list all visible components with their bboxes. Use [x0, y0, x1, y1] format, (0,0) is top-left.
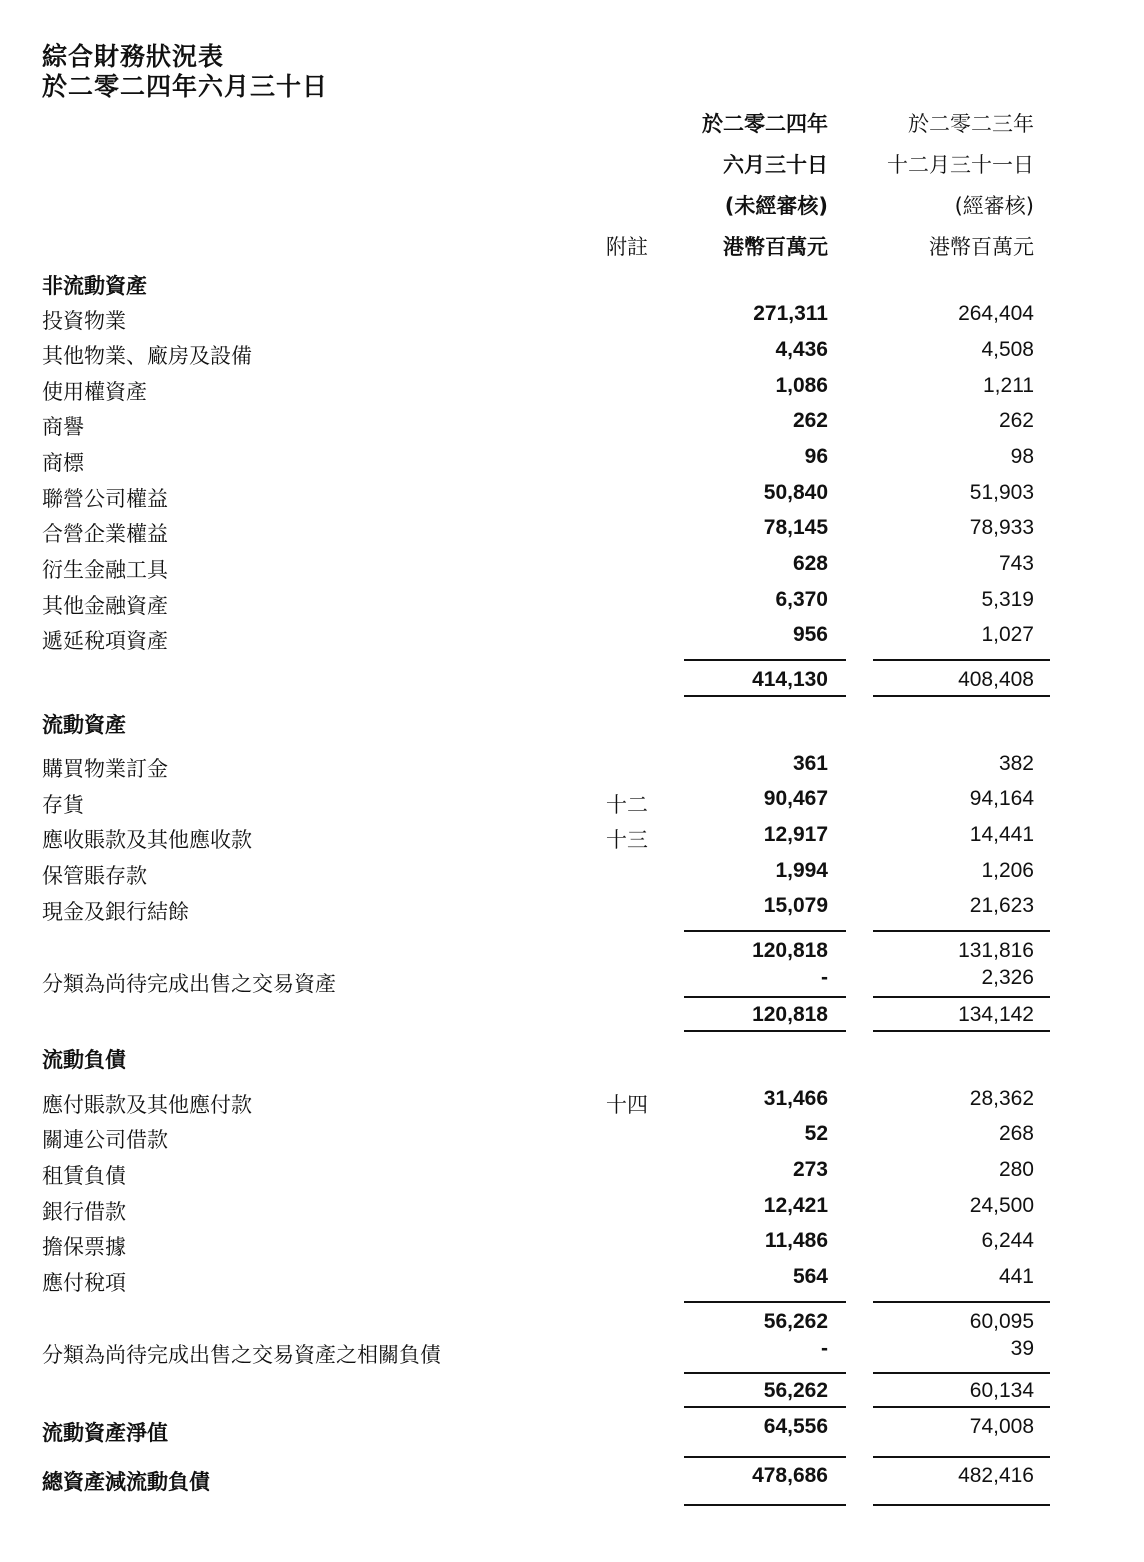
- total-assets-less-current-liabilities-2024: 478,686: [752, 1464, 828, 1487]
- row-value-2024: 12,421: [763, 1194, 828, 1217]
- row-label: 其他物業、廠房及設備: [42, 344, 252, 368]
- row-value-2024: 956: [792, 623, 828, 646]
- row-label: 衍生金融工具: [42, 558, 168, 582]
- statement-date: 於二零二四年六月三十日: [42, 72, 329, 101]
- row-label: 其他金融資產: [42, 594, 168, 618]
- row-value-2023: 28,362: [969, 1087, 1034, 1110]
- net-current-assets-2024: 64,556: [763, 1415, 828, 1438]
- row-value-2024: 6,370: [775, 588, 828, 611]
- col1-header-unit: 港幣百萬元: [723, 235, 828, 259]
- row-note: 十二: [606, 793, 648, 817]
- row-value-2024: 31,466: [763, 1087, 828, 1110]
- row-label: 合營企業權益: [42, 522, 168, 546]
- row-value-2024: 90,467: [763, 787, 828, 810]
- subtotal-rule: [684, 695, 846, 697]
- col2-header-line2: 十二月三十一日: [887, 153, 1034, 177]
- row-label: 商譽: [42, 415, 84, 439]
- row-label: 銀行借款: [42, 1200, 126, 1224]
- col2-header-line1: 於二零二三年: [908, 112, 1034, 136]
- col2-header-unit: 港幣百萬元: [929, 235, 1034, 259]
- row-value-2024: 564: [792, 1265, 828, 1288]
- subtotal-rule: [873, 1301, 1050, 1303]
- row-value-2023: 5,319: [981, 588, 1034, 611]
- subtotal-rule: [684, 930, 846, 932]
- row-label: 應付賬款及其他應付款: [42, 1093, 252, 1117]
- row-value-2023: 264,404: [958, 302, 1034, 325]
- row-value-2024: 273: [792, 1158, 828, 1181]
- row-label: 擔保票據: [42, 1235, 126, 1259]
- row-label: 聯營公司權益: [42, 487, 168, 511]
- subtotal-2023: 60,095: [969, 1310, 1034, 1333]
- subtotal-rule: [684, 1372, 846, 1374]
- row-value-2023: 2,326: [981, 966, 1034, 989]
- col2-header-line3: (經審核): [954, 194, 1034, 218]
- section-heading: 流動負債: [42, 1048, 126, 1072]
- row-value-2023: 441: [998, 1265, 1034, 1288]
- row-value-2023: 280: [998, 1158, 1034, 1181]
- row-value-2023: 98: [1010, 445, 1034, 468]
- row-label: 現金及銀行結餘: [42, 900, 189, 924]
- row-note: 十三: [606, 828, 648, 852]
- row-label: 分類為尚待完成出售之交易資產之相關負債: [42, 1343, 441, 1367]
- subtotal-rule: [873, 1406, 1050, 1408]
- total-assets-less-current-liabilities-label: 總資產減流動負債: [42, 1470, 210, 1494]
- row-value-2023: 94,164: [969, 787, 1034, 810]
- row-label: 關連公司借款: [42, 1128, 168, 1152]
- row-value-2024: 11,486: [764, 1229, 828, 1252]
- row-value-2024: 4,436: [775, 338, 828, 361]
- subtotal-2023: 131,816: [958, 939, 1034, 962]
- subtotal-rule: [684, 659, 846, 661]
- subtotal-2024: 56,262: [763, 1310, 828, 1333]
- row-value-2023: 24,500: [969, 1194, 1034, 1217]
- subtotal-rule: [684, 1301, 846, 1303]
- note-column-header: 附註: [606, 235, 648, 259]
- row-label: 租賃負債: [42, 1164, 126, 1188]
- subtotal-rule: [873, 1372, 1050, 1374]
- subtotal-2024: 414,130: [752, 668, 828, 691]
- row-value-2023: 1,027: [981, 623, 1034, 646]
- row-value-2023: 6,244: [981, 1229, 1034, 1252]
- row-label: 存貨: [42, 793, 84, 817]
- row-value-2023: 4,508: [981, 338, 1034, 361]
- row-label: 保管賬存款: [42, 864, 147, 888]
- total-assets-less-current-liabilities-2023: 482,416: [958, 1464, 1034, 1487]
- row-value-2023: 382: [998, 752, 1034, 775]
- row-value-2024: 12,917: [763, 823, 828, 846]
- section-heading: 非流動資產: [42, 274, 147, 298]
- row-value-2024: -: [821, 966, 828, 989]
- col1-header-line2: 六月三十日: [723, 153, 828, 177]
- row-value-2024: 271,311: [753, 302, 828, 325]
- subtotal-2024: 56,262: [763, 1379, 828, 1402]
- row-value-2024: 361: [792, 752, 828, 775]
- total-rule: [684, 1456, 846, 1458]
- subtotal-rule: [873, 996, 1050, 998]
- row-label: 商標: [42, 451, 84, 475]
- row-value-2023: 1,211: [983, 374, 1034, 397]
- net-current-assets-2023: 74,008: [969, 1415, 1034, 1438]
- row-label: 應付稅項: [42, 1271, 126, 1295]
- col1-header-line1: 於二零二四年: [702, 112, 828, 136]
- subtotal-rule: [873, 659, 1050, 661]
- row-label: 使用權資產: [42, 380, 147, 404]
- subtotal-rule: [684, 1030, 846, 1032]
- section-heading: 流動資產: [42, 713, 126, 737]
- row-value-2023: 14,441: [969, 823, 1034, 846]
- subtotal-rule: [873, 930, 1050, 932]
- net-current-assets-label: 流動資產淨值: [42, 1421, 168, 1445]
- row-label: 應收賬款及其他應收款: [42, 828, 252, 852]
- row-label: 遞延稅項資產: [42, 629, 168, 653]
- row-value-2023: 78,933: [969, 516, 1034, 539]
- row-value-2023: 1,206: [981, 859, 1034, 882]
- total-rule: [873, 1504, 1050, 1506]
- row-label: 投資物業: [42, 309, 126, 333]
- row-value-2023: 268: [998, 1122, 1034, 1145]
- row-note: 十四: [606, 1093, 648, 1117]
- statement-title: 綜合財務狀況表: [42, 42, 225, 71]
- subtotal-2023: 60,134: [969, 1379, 1034, 1402]
- row-value-2023: 21,623: [969, 894, 1034, 917]
- subtotal-2024: 120,818: [752, 1003, 828, 1026]
- row-value-2024: 1,086: [775, 374, 828, 397]
- total-rule: [684, 1504, 846, 1506]
- row-value-2024: 96: [804, 445, 828, 468]
- subtotal-2023: 408,408: [958, 668, 1034, 691]
- row-value-2023: 39: [1010, 1337, 1034, 1360]
- row-value-2024: 628: [792, 552, 828, 575]
- row-value-2024: 52: [804, 1122, 828, 1145]
- row-value-2023: 51,903: [969, 481, 1034, 504]
- total-rule: [873, 1456, 1050, 1458]
- row-value-2024: 262: [792, 409, 828, 432]
- row-value-2024: 50,840: [763, 481, 828, 504]
- row-value-2024: 78,145: [763, 516, 828, 539]
- subtotal-2024: 120,818: [752, 939, 828, 962]
- row-value-2023: 743: [998, 552, 1034, 575]
- col1-header-line3: (未經審核): [724, 194, 828, 218]
- subtotal-2023: 134,142: [958, 1003, 1034, 1026]
- row-value-2024: 15,079: [763, 894, 828, 917]
- subtotal-rule: [873, 695, 1050, 697]
- row-value-2024: 1,994: [775, 859, 828, 882]
- row-label: 分類為尚待完成出售之交易資產: [42, 972, 336, 996]
- subtotal-rule: [684, 1406, 846, 1408]
- subtotal-rule: [684, 996, 846, 998]
- row-value-2023: 262: [998, 409, 1034, 432]
- subtotal-rule: [873, 1030, 1050, 1032]
- row-value-2024: -: [821, 1337, 828, 1360]
- row-label: 購買物業訂金: [42, 757, 168, 781]
